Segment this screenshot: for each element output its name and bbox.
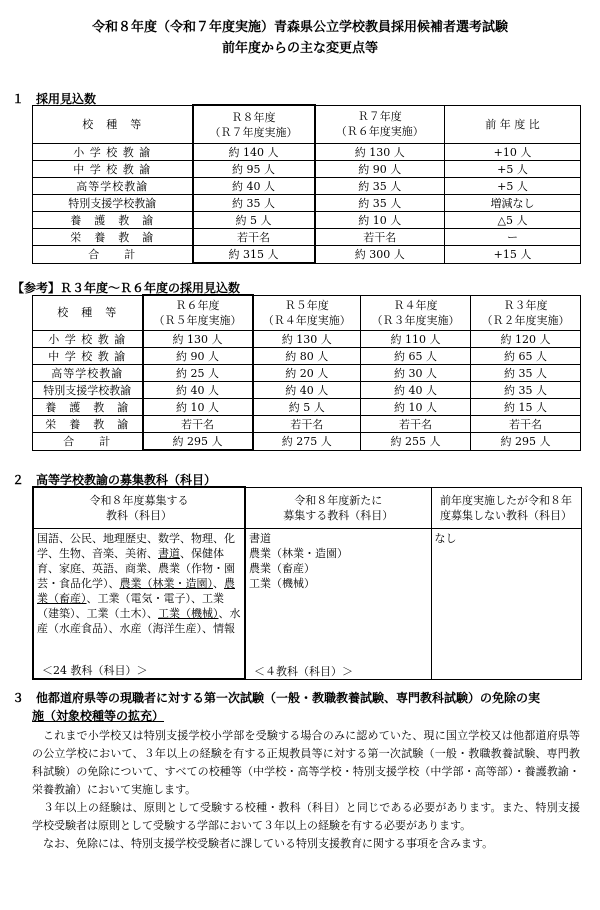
table-row: 養 護 教 諭 約 10 人 約 5 人 約 10 人 約 15 人	[33, 399, 581, 416]
subjects-col1-header: 令和８年度募集する 教科（科目）	[33, 487, 245, 529]
table-row: 高等学校教諭 約 40 人 約 35 人 +5 人	[33, 178, 581, 195]
ref-col-header-category: 校 種 等	[33, 295, 143, 331]
subjects-col1-footer: ＜24 教科（科目）＞	[42, 664, 148, 677]
reference-table	[32, 294, 581, 451]
col-header-diff: 前 年 度 比	[445, 105, 581, 144]
ref-col-header-r4: Ｒ４年度 （Ｒ３年度実施）	[361, 295, 471, 331]
table-row: 栄 養 教 諭 若干名 若干名 若干名 若干名	[33, 416, 581, 433]
recruitment-table	[32, 104, 581, 264]
col-header-category: 校 種 等	[33, 105, 193, 144]
table-row: 養 護 教 諭 約 5 人 約 10 人 △5 人	[33, 212, 581, 229]
table-row: 中 学 校 教 諭 約 95 人 約 90 人 +5 人	[33, 161, 581, 178]
section3-paragraph-2: ３年以上の経験は、原則として受験する校種・教科（科目）と同じである必要があります。また、特別支援学校受験者は原則として受験する学部において３年以上の経験を有する必要があります。	[32, 801, 580, 832]
list-item: 農業（林業・造園）	[249, 547, 348, 560]
subjects-col3-header: 前年度実施したが令和８年 度募集しない教科（科目）	[431, 487, 581, 529]
list-item: 書道	[249, 532, 271, 545]
ref-col-header-r5: Ｒ５年度 （Ｒ４年度実施）	[253, 295, 361, 331]
section3-paragraph-1: これまで小学校又は特別支援学校小学部を受験する場合のみに認めていた、現に国立学校又は他都道府県等の公立学校において、３年以上の経験を有する正規教員等に対する第一次試験（一般・教職教養試験、専門教科試験）の免除について、すべての校種等（中学校・高等学校・特別支援学校（中学部・高等部）・養護教諭・栄養教諭）において実施します。	[32, 729, 580, 796]
subjects-col2-footer: ＜４教科（科目）＞	[254, 664, 353, 678]
subjects-col2-header: 令和８年度新たに 募集する教科（科目）	[245, 487, 431, 529]
document-title: 令和８年度（令和７年度実施）青森県公立学校教員採用候補者選考試験	[91, 20, 508, 35]
ref-col-header-r3: Ｒ３年度 （Ｒ２年度実施）	[471, 295, 581, 331]
table-row: 特別支援学校教諭 約 35 人 約 35 人 増減なし	[33, 195, 581, 212]
col-header-r7: Ｒ７年度 （Ｒ６年度実施）	[315, 105, 445, 144]
list-item: 農業（畜産）	[249, 562, 315, 575]
list-item: 工業（機械）	[249, 577, 315, 590]
table-row: 中 学 校 教 諭 約 90 人 約 80 人 約 65 人 約 65 人	[33, 348, 581, 365]
subjects-col2-body	[245, 529, 431, 680]
document-subtitle: 前年度からの主な変更点等	[221, 41, 378, 56]
table-row: 小 学 校 教 諭 約 140 人 約 130 人 +10 人	[33, 144, 581, 161]
subjects-table	[32, 486, 582, 680]
table-row-total: 合 計 約 315 人 約 300 人 +15 人	[33, 246, 581, 264]
ref-col-header-r6: Ｒ６年度 （Ｒ５年度実施）	[143, 295, 253, 331]
table-row: 小 学 校 教 諭 約 130 人 約 130 人 約 110 人 約 120 人	[33, 331, 581, 348]
subjects-col3-body: なし	[431, 529, 581, 680]
table-row: 栄 養 教 諭 若干名 若干名 ー	[33, 229, 581, 246]
section3-body	[32, 727, 580, 853]
table-row-total: 合 計 約 295 人 約 275 人 約 255 人 約 295 人	[33, 433, 581, 451]
reference-heading: 【参考】Ｒ３年度～Ｒ６年度の採用見込数	[12, 281, 241, 295]
col-header-r8: Ｒ８年度 （Ｒ７年度実施）	[193, 105, 315, 144]
section1-heading: １ 採用見込数	[12, 92, 97, 106]
section3-paragraph-3: なお、免除には、特別支援学校受験者に課している特別支援教育に関する事項を含みます。	[43, 837, 494, 850]
section2-heading: ２ 高等学校教諭の募集教科（科目）	[12, 473, 217, 487]
table-row: 特別支援学校教諭 約 40 人 約 40 人 約 40 人 約 35 人	[33, 382, 581, 399]
table-row: 高等学校教諭 約 25 人 約 20 人 約 30 人 約 35 人	[33, 365, 581, 382]
section3-heading: ３ 他都道府県等の現職者に対する第一次試験（一般・教職教養試験、専門教科試験）の免除の実 施（対象校種等の拡充）	[12, 691, 541, 723]
subjects-col1-body: 国語、公民、地理歴史、数学、物理、化学、生物、音楽、美術、書道、保健体育、家庭、英語、商業、農業（作物・園芸・食品化学）、農業（林業・造園）、農業（畜産）、工業（電気・電子）、工業（建築）、工業（土木）、工業（機械）、水産（水産食品）、水産（海洋生産）、情報 ＜24 教科（科目）＞	[33, 529, 245, 680]
